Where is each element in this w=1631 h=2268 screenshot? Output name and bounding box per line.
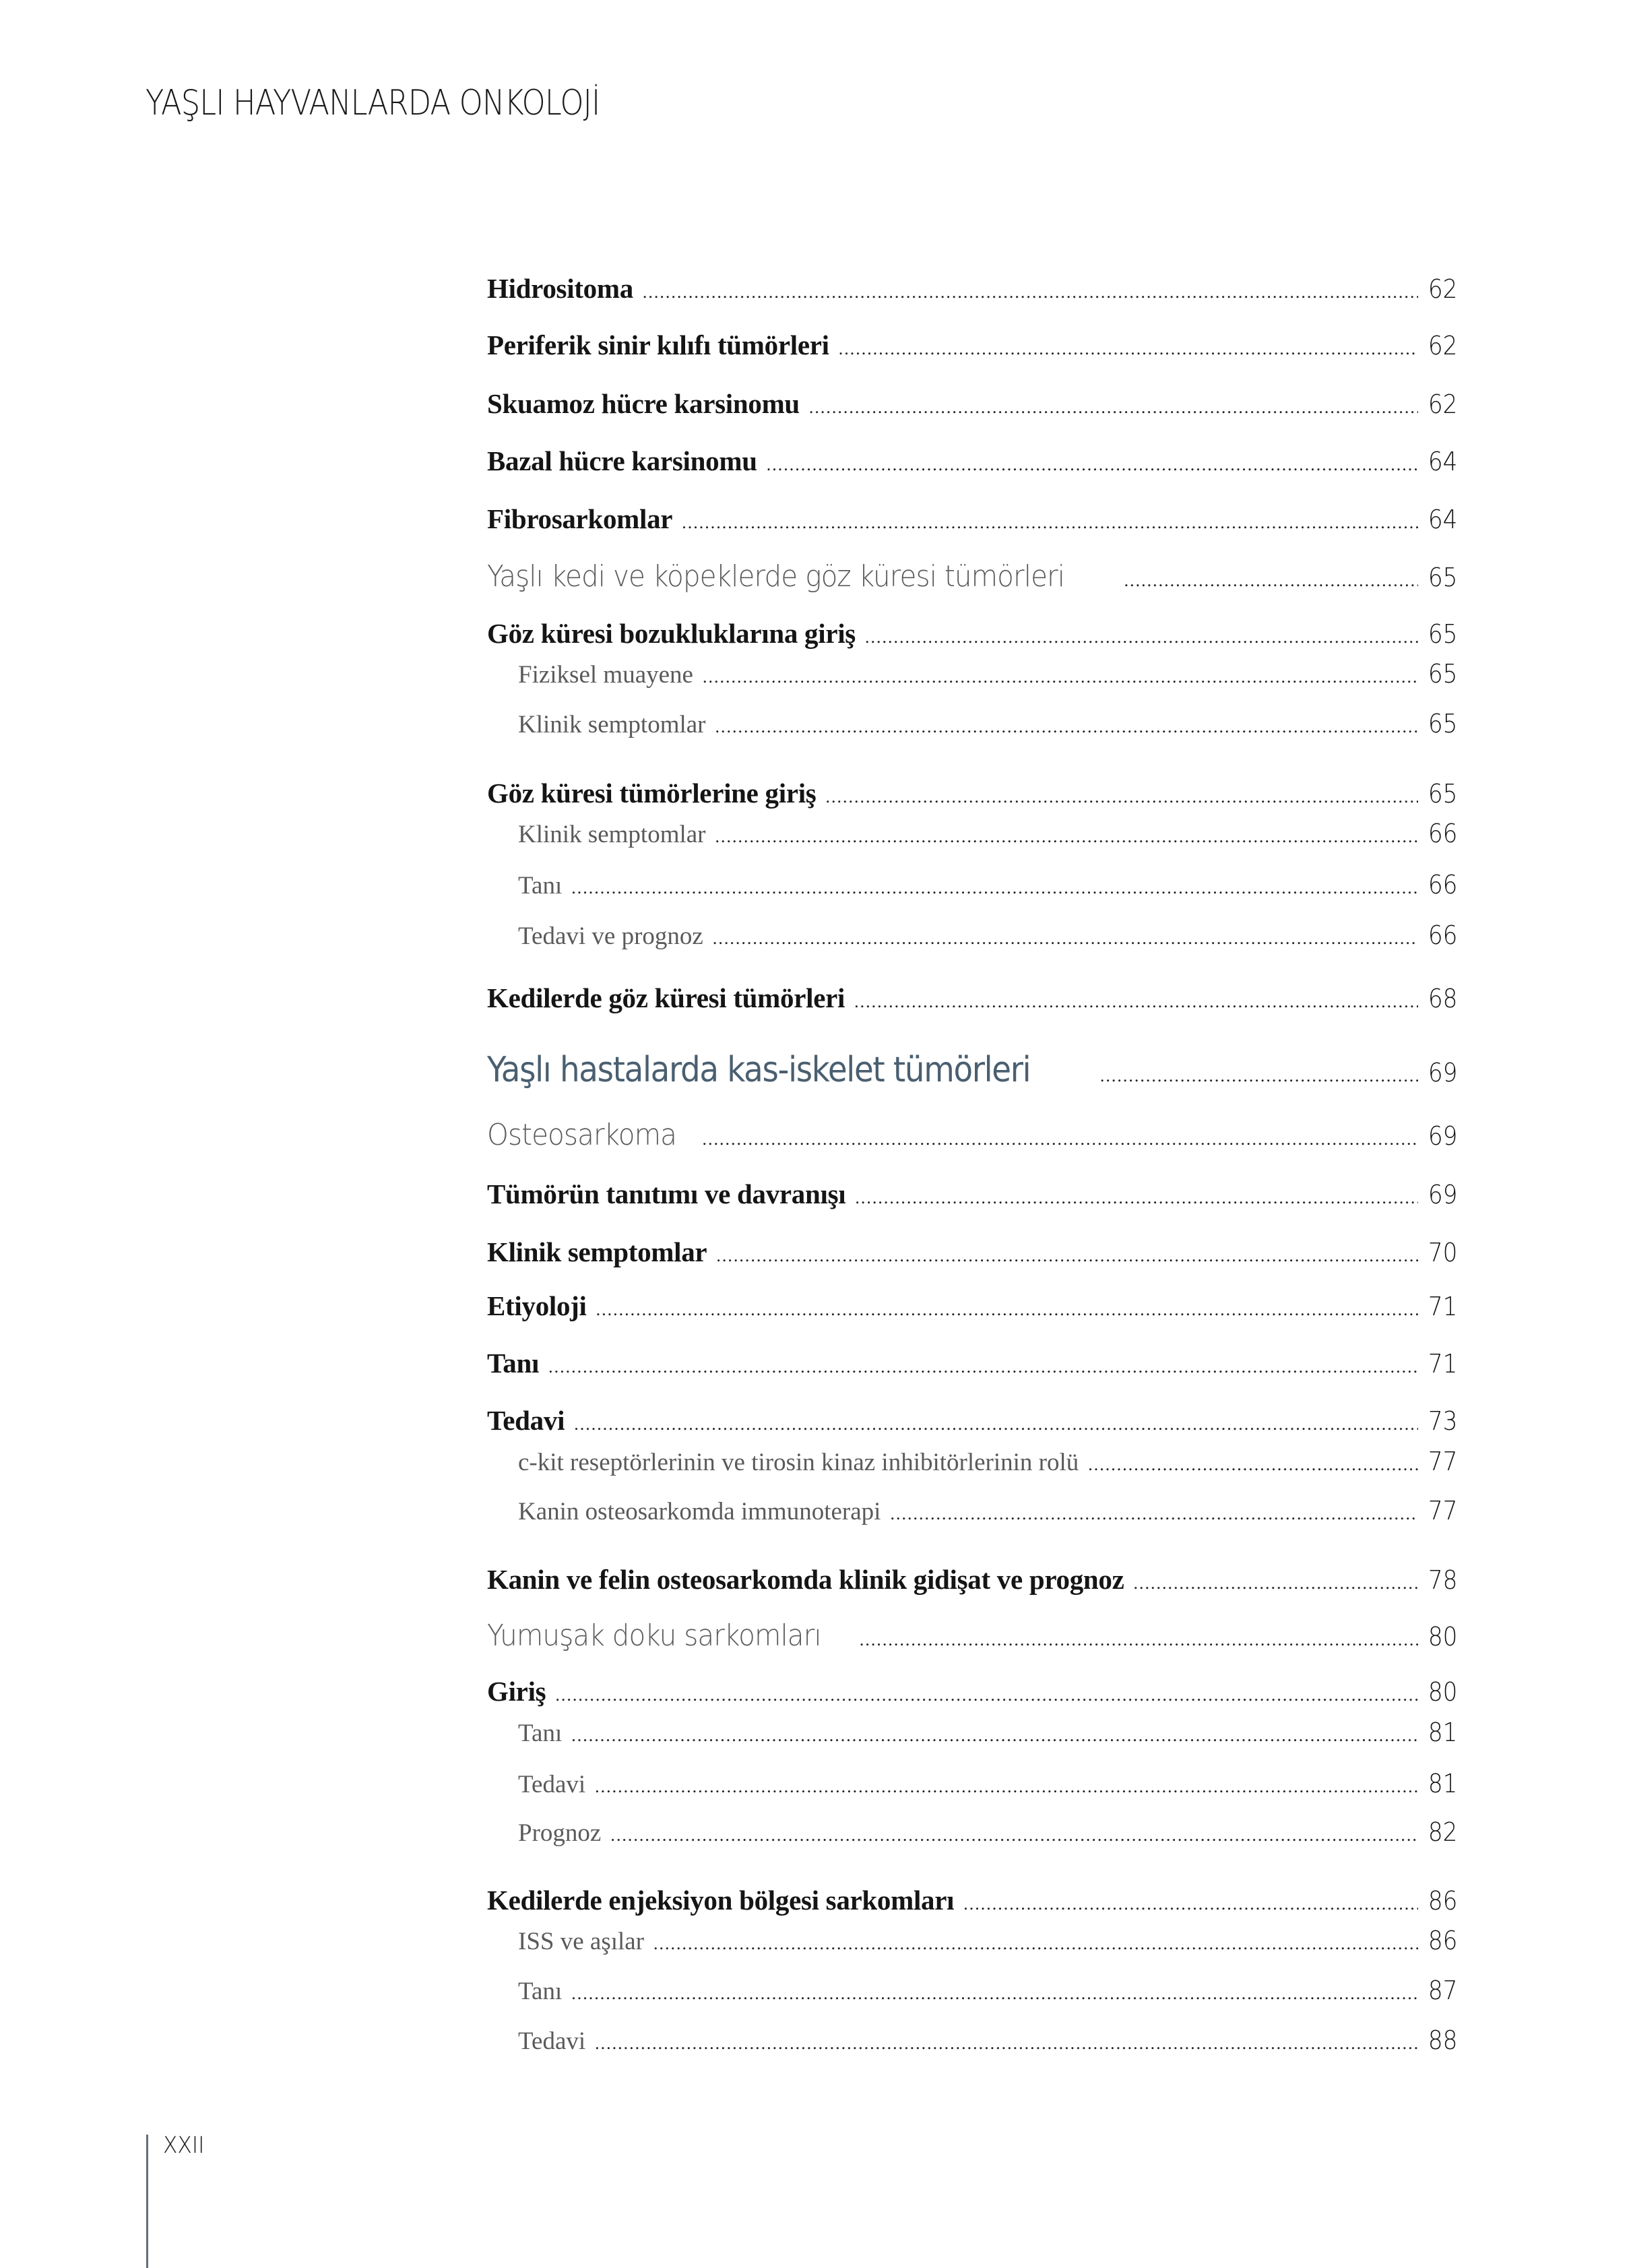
toc-entry-title: Tanı xyxy=(518,1978,563,2005)
toc-entry[interactable] xyxy=(487,1618,1457,1666)
toc-entry-page: 87 xyxy=(1428,1976,1457,2005)
toc-entry[interactable] xyxy=(487,1884,1457,1931)
footer-rule xyxy=(146,2135,148,2268)
toc-entry[interactable] xyxy=(487,1118,1457,1165)
toc-entry-page: 77 xyxy=(1428,1447,1457,1476)
toc-entry[interactable] xyxy=(487,1178,1457,1225)
dot-leader xyxy=(571,1726,1417,1746)
dot-leader xyxy=(715,717,1418,737)
toc-entry[interactable] xyxy=(518,1926,1457,1973)
toc-entry-title: Tümörün tanıtımı ve davranışı xyxy=(487,1178,846,1209)
toc-entry[interactable] xyxy=(518,2025,1457,2073)
toc-entry-title: Klinik semptomlar xyxy=(487,1236,707,1267)
toc-entry-title: Skuamoz hücre karsinomu xyxy=(487,388,800,419)
toc-entry[interactable] xyxy=(487,329,1457,376)
toc-entry[interactable] xyxy=(518,1769,1457,1816)
toc-entry-title: Kanin osteosarkomda immunoterapi xyxy=(518,1498,881,1525)
toc-entry-title: Hidrositoma xyxy=(487,273,633,304)
toc-entry-title: Fiziksel muayene xyxy=(518,661,693,689)
dot-leader xyxy=(702,1129,1417,1149)
toc-entry-title: Fibrosarkomlar xyxy=(487,503,673,534)
toc-entry[interactable] xyxy=(518,659,1457,706)
toc-entry[interactable] xyxy=(487,1236,1457,1283)
toc-entry[interactable] xyxy=(487,777,1457,824)
dot-leader xyxy=(574,1414,1417,1435)
dot-leader xyxy=(716,1246,1417,1266)
dot-leader xyxy=(865,627,1418,648)
toc-entry-page: 62 xyxy=(1428,389,1457,419)
toc-entry-page: 65 xyxy=(1428,563,1457,592)
toc-entry-page: 66 xyxy=(1428,819,1457,848)
toc-entry[interactable] xyxy=(518,1447,1457,1494)
toc-entry-page: 68 xyxy=(1428,984,1457,1013)
toc-entry-title: c-kit reseptörlerinin ve tirosin kinaz inhibitörlerinin rolü xyxy=(518,1449,1079,1476)
page-number: XXII xyxy=(163,2132,205,2159)
toc-entry-page: 81 xyxy=(1428,1769,1457,1798)
toc-entry-page: 81 xyxy=(1428,1718,1457,1747)
dot-leader xyxy=(682,513,1417,533)
toc-entry-title: Yumuşak doku sarkomları xyxy=(487,1618,821,1653)
toc-entry-page: 86 xyxy=(1428,1926,1457,1955)
toc-entry[interactable] xyxy=(518,1976,1457,2023)
toc-entry-title: Klinik semptomlar xyxy=(518,821,706,848)
dot-leader xyxy=(571,1984,1417,2004)
dot-leader xyxy=(890,1504,1417,1524)
toc-entry[interactable] xyxy=(518,1718,1457,1765)
toc-entry-page: 65 xyxy=(1428,659,1457,689)
dot-leader xyxy=(860,1630,1418,1650)
toc-entry-title: Tedavi xyxy=(518,1771,586,1798)
dot-leader xyxy=(643,282,1418,303)
toc-entry-page: 65 xyxy=(1428,619,1457,649)
toc-entry-title: ISS ve aşılar xyxy=(518,1928,645,1955)
toc-entry-title: Tedavi xyxy=(518,2027,586,2055)
toc-entry-page: 66 xyxy=(1428,870,1457,900)
toc-entry-title: Göz küresi bozukluklarına giriş xyxy=(487,618,856,649)
toc-entry-title: Tanı xyxy=(518,1720,563,1747)
toc-entry[interactable] xyxy=(518,709,1457,756)
toc-entry[interactable] xyxy=(518,819,1457,866)
toc-entry[interactable] xyxy=(487,1675,1457,1722)
toc-entry[interactable] xyxy=(487,1050,1457,1097)
toc-entry-page: 69 xyxy=(1428,1180,1457,1209)
toc-entry[interactable] xyxy=(487,1563,1457,1610)
toc-entry-title: Kedilerde enjeksiyon bölgesi sarkomları xyxy=(487,1885,955,1916)
toc-entry[interactable] xyxy=(487,1290,1457,1337)
dot-leader xyxy=(839,339,1418,359)
toc-entry-title: Prognoz xyxy=(518,1819,602,1847)
dot-leader xyxy=(653,1934,1418,1954)
toc-entry-title: Giriş xyxy=(487,1676,546,1707)
dot-leader xyxy=(825,787,1417,807)
toc-entry[interactable] xyxy=(487,387,1457,435)
dot-leader xyxy=(855,1188,1417,1208)
toc-entry[interactable] xyxy=(487,559,1457,606)
toc-entry-title: Tedavi ve prognoz xyxy=(518,922,703,950)
toc-entry-page: 86 xyxy=(1428,1886,1457,1916)
toc-entry-title: Yaşlı kedi ve köpeklerde göz küresi tümörleri xyxy=(487,559,1065,594)
dot-leader xyxy=(1088,1455,1417,1475)
dot-leader xyxy=(548,1357,1418,1377)
dot-leader xyxy=(596,1300,1418,1320)
dot-leader xyxy=(703,667,1418,687)
toc-entry-page: 66 xyxy=(1428,920,1457,950)
dot-leader xyxy=(809,398,1418,418)
dot-leader xyxy=(767,455,1418,475)
dot-leader xyxy=(610,1825,1417,1846)
toc-entry-page: 78 xyxy=(1428,1565,1457,1595)
toc-entry-title: Tedavi xyxy=(487,1405,565,1436)
toc-entry-page: 80 xyxy=(1428,1677,1457,1707)
toc-entry[interactable] xyxy=(487,1347,1457,1394)
toc-entry-title: Tanı xyxy=(487,1348,540,1379)
toc-entry[interactable] xyxy=(487,272,1457,319)
toc-entry-page: 69 xyxy=(1428,1121,1457,1151)
toc-entry-page: 82 xyxy=(1428,1817,1457,1847)
toc-entry-title: Göz küresi tümörlerine giriş xyxy=(487,778,817,809)
toc-entry[interactable] xyxy=(518,920,1457,968)
toc-entry-title: Kanin ve felin osteosarkomda klinik gidişat ve prognoz xyxy=(487,1564,1124,1595)
toc-entry-page: 71 xyxy=(1428,1292,1457,1321)
toc-entry-page: 73 xyxy=(1428,1406,1457,1436)
toc-entry-page: 70 xyxy=(1428,1238,1457,1267)
toc-entry-page: 64 xyxy=(1428,447,1457,476)
toc-entry-page: 64 xyxy=(1428,505,1457,534)
toc-entry-page: 69 xyxy=(1428,1058,1457,1088)
toc-entry[interactable] xyxy=(487,445,1457,492)
toc-entry[interactable] xyxy=(518,870,1457,917)
toc-entry-page: 80 xyxy=(1428,1622,1457,1651)
toc-entry[interactable] xyxy=(487,503,1457,550)
running-head: YAŞLI HAYVANLARDA ONKOLOJİ xyxy=(146,83,600,123)
toc-entry[interactable] xyxy=(487,1404,1457,1451)
toc-entry-title: Osteosarkoma xyxy=(487,1118,677,1152)
toc-entry-page: 71 xyxy=(1428,1349,1457,1379)
toc-entry-page: 62 xyxy=(1428,274,1457,304)
toc-entry[interactable] xyxy=(487,617,1457,664)
toc-entry-title: Yaşlı hastalarda kas-iskelet tümörleri xyxy=(487,1050,1031,1090)
toc-entry-title: Tanı xyxy=(518,872,563,900)
dot-leader xyxy=(571,878,1417,898)
dot-leader xyxy=(713,928,1418,949)
dot-leader xyxy=(963,1894,1417,1914)
toc-entry-title: Bazal hücre karsinomu xyxy=(487,445,757,476)
dot-leader xyxy=(555,1685,1417,1705)
dot-leader xyxy=(854,992,1418,1012)
dot-leader xyxy=(715,827,1418,847)
toc-entry-page: 88 xyxy=(1428,2025,1457,2055)
toc-entry-title: Periferik sinir kılıfı tümörleri xyxy=(487,329,829,360)
dot-leader xyxy=(595,1777,1417,1797)
toc-entry-title: Kedilerde göz küresi tümörleri xyxy=(487,982,845,1013)
toc-entry-title: Etiyoloji xyxy=(487,1290,587,1321)
toc-entry[interactable] xyxy=(518,1496,1457,1543)
toc-entry[interactable] xyxy=(518,1817,1457,1864)
dot-leader xyxy=(1134,1573,1418,1594)
toc-entry-page: 62 xyxy=(1428,331,1457,360)
toc-entry-title: Klinik semptomlar xyxy=(518,711,706,738)
toc-entry[interactable] xyxy=(487,982,1457,1029)
dot-leader xyxy=(1124,571,1418,591)
dot-leader xyxy=(595,2034,1417,2054)
toc-entry-page: 77 xyxy=(1428,1496,1457,1525)
dot-leader xyxy=(1100,1066,1418,1086)
toc-entry-page: 65 xyxy=(1428,779,1457,809)
toc-entry-page: 65 xyxy=(1428,709,1457,738)
